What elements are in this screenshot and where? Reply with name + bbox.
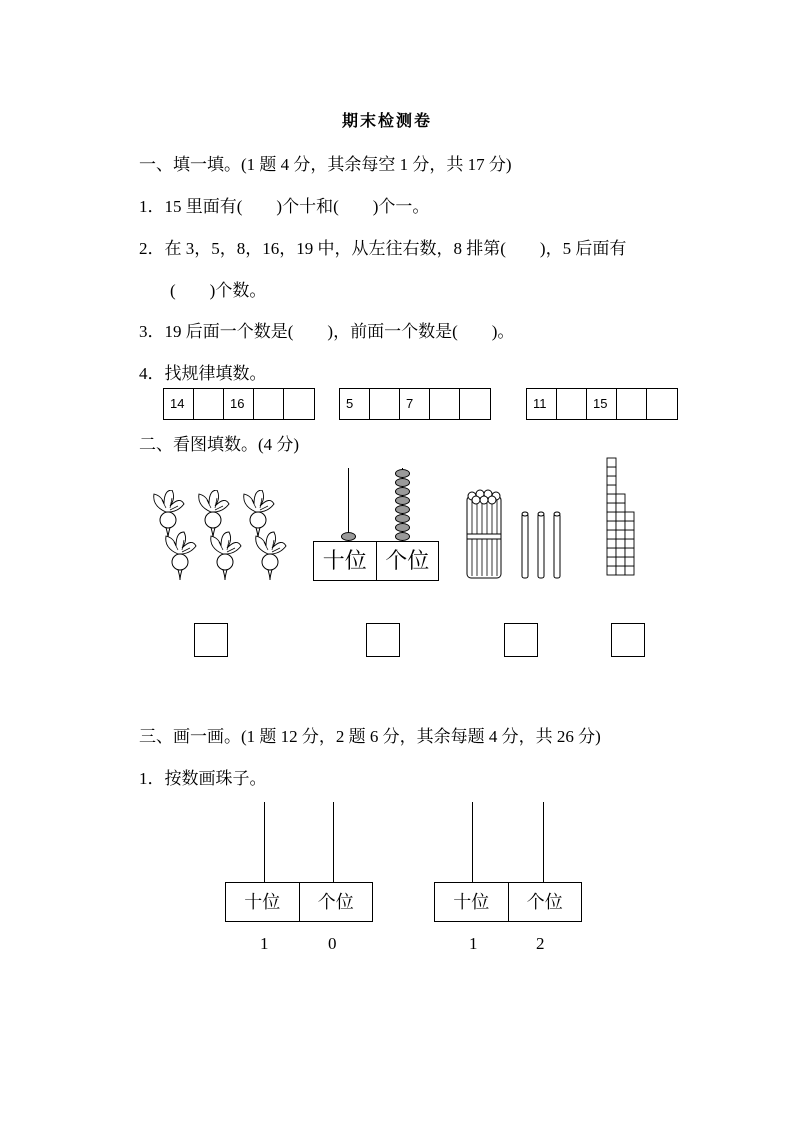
- cube-icon: [616, 548, 625, 557]
- cube-icon: [625, 521, 634, 530]
- bead: [341, 532, 356, 541]
- sequence-cell: 11: [527, 389, 557, 419]
- ones-label: 个位: [526, 892, 563, 912]
- cube-icon: [616, 494, 625, 503]
- radish-icons: [154, 490, 286, 580]
- radish-icon: [244, 490, 274, 538]
- radish-icon: [199, 490, 229, 538]
- cube-tower-picture: [604, 447, 644, 577]
- sequence-blank[interactable]: [254, 389, 284, 419]
- answer-box-radishes[interactable]: [194, 623, 228, 657]
- cube-icon: [607, 494, 616, 503]
- cube-icon: [607, 476, 616, 485]
- section3-heading: 三、画一画。(1 题 12 分，2 题 6 分，其余每题 4 分，共 26 分): [139, 727, 601, 746]
- question-1-1: 1．15 里面有( )个十和( )个一。: [139, 197, 430, 216]
- cube-icon: [616, 557, 625, 566]
- cube-icon: [607, 467, 616, 476]
- answer-box-sticks[interactable]: [504, 623, 538, 657]
- cube-icon: [607, 539, 616, 548]
- bundle-of-ten-icon: [467, 490, 501, 578]
- cube-icon: [616, 530, 625, 539]
- cube-icon: [607, 557, 616, 566]
- cube-icon: [625, 539, 634, 548]
- ones-digit: 2: [536, 934, 545, 953]
- cube-icon: [616, 521, 625, 530]
- sequence-cell: 16: [224, 389, 254, 419]
- sequence-blank[interactable]: [370, 389, 400, 419]
- cube-icon: [625, 512, 634, 521]
- sequence-row-3: [526, 388, 678, 420]
- cube-icon: [607, 458, 616, 467]
- stick-icon: [554, 512, 560, 578]
- bead: [395, 478, 410, 487]
- question-1-2-line1: 2．在 3，5，8，16，19 中，从左往右数，8 排第( )，5 后面有: [139, 239, 627, 258]
- cube-icon: [625, 530, 634, 539]
- cube-icon: [616, 539, 625, 548]
- ones-digit: 0: [328, 934, 337, 953]
- cube-icon: [616, 512, 625, 521]
- answer-box-abacus[interactable]: [366, 623, 400, 657]
- question-1-2-line2: ( )个数。: [170, 281, 267, 300]
- bead: [395, 496, 410, 505]
- radish-icon: [256, 532, 286, 580]
- sequence-blank[interactable]: [617, 389, 647, 419]
- answer-box-cubes[interactable]: [611, 623, 645, 657]
- sequence-cell: 15: [587, 389, 617, 419]
- ones-rod: [333, 802, 334, 882]
- cube-icon: [625, 548, 634, 557]
- abacus-picture: [313, 468, 441, 582]
- cube-icon: [607, 530, 616, 539]
- radish-icon: [211, 532, 241, 580]
- sequence-blank[interactable]: [430, 389, 460, 419]
- sequence-blank[interactable]: [647, 389, 677, 419]
- cube-icons: [607, 458, 634, 575]
- tens-rod: [472, 802, 473, 882]
- question-1-4: 4．找规律填数。: [139, 364, 267, 383]
- tens-digit: 1: [260, 934, 269, 953]
- cube-icon: [625, 557, 634, 566]
- tens-label: 十位: [314, 542, 377, 580]
- sequence-row-1: [163, 388, 315, 420]
- question-1-3: 3．19 后面一个数是( )，前面一个数是( )。: [139, 322, 515, 341]
- place-value-table-2[interactable]: [434, 882, 582, 922]
- sequence-blank[interactable]: [194, 389, 224, 419]
- bead: [395, 487, 410, 496]
- radish-icon: [154, 490, 184, 538]
- sticks-picture: [462, 486, 567, 586]
- sequence-blank[interactable]: [557, 389, 587, 419]
- cube-icon: [607, 485, 616, 494]
- radish-picture: [150, 490, 300, 585]
- stick-icon: [522, 512, 528, 578]
- section2-heading: 二、看图填数。(4 分): [139, 435, 300, 454]
- sequence-cell: 7: [400, 389, 430, 419]
- cube-icon: [616, 503, 625, 512]
- bead: [395, 469, 410, 478]
- single-sticks-icon: [522, 512, 560, 578]
- tens-digit: 1: [469, 934, 478, 953]
- cube-icon: [607, 548, 616, 557]
- cube-icon: [607, 503, 616, 512]
- page-title: 期末检测卷: [342, 113, 433, 130]
- sequence-cell: 14: [164, 389, 194, 419]
- stick-icon: [538, 512, 544, 578]
- cube-icon: [607, 566, 616, 575]
- place-value-table-1[interactable]: [225, 882, 373, 922]
- sequence-cell: 5: [340, 389, 370, 419]
- question-3-1: 1．按数画珠子。: [139, 769, 267, 788]
- bead: [395, 505, 410, 514]
- sequence-blank[interactable]: [460, 389, 490, 419]
- tens-label: 十位: [435, 883, 509, 921]
- tens-label: 十位: [226, 883, 300, 921]
- bead: [395, 514, 410, 523]
- abacus-place-value-table: [313, 541, 439, 581]
- tens-rod: [264, 802, 265, 882]
- bead: [395, 532, 410, 541]
- ones-label: 个位: [385, 548, 430, 573]
- radish-icon: [166, 532, 196, 580]
- tens-rod: [348, 468, 349, 541]
- sequence-row-2: [339, 388, 491, 420]
- ones-rod: [543, 802, 544, 882]
- bead: [395, 523, 410, 532]
- cube-icon: [616, 566, 625, 575]
- sequence-blank[interactable]: [284, 389, 314, 419]
- cube-icon: [625, 566, 634, 575]
- ones-label: 个位: [317, 892, 354, 912]
- section1-heading: 一、填一填。(1 题 4 分，其余每空 1 分，共 17 分): [139, 155, 512, 174]
- cube-icon: [607, 512, 616, 521]
- cube-icon: [607, 521, 616, 530]
